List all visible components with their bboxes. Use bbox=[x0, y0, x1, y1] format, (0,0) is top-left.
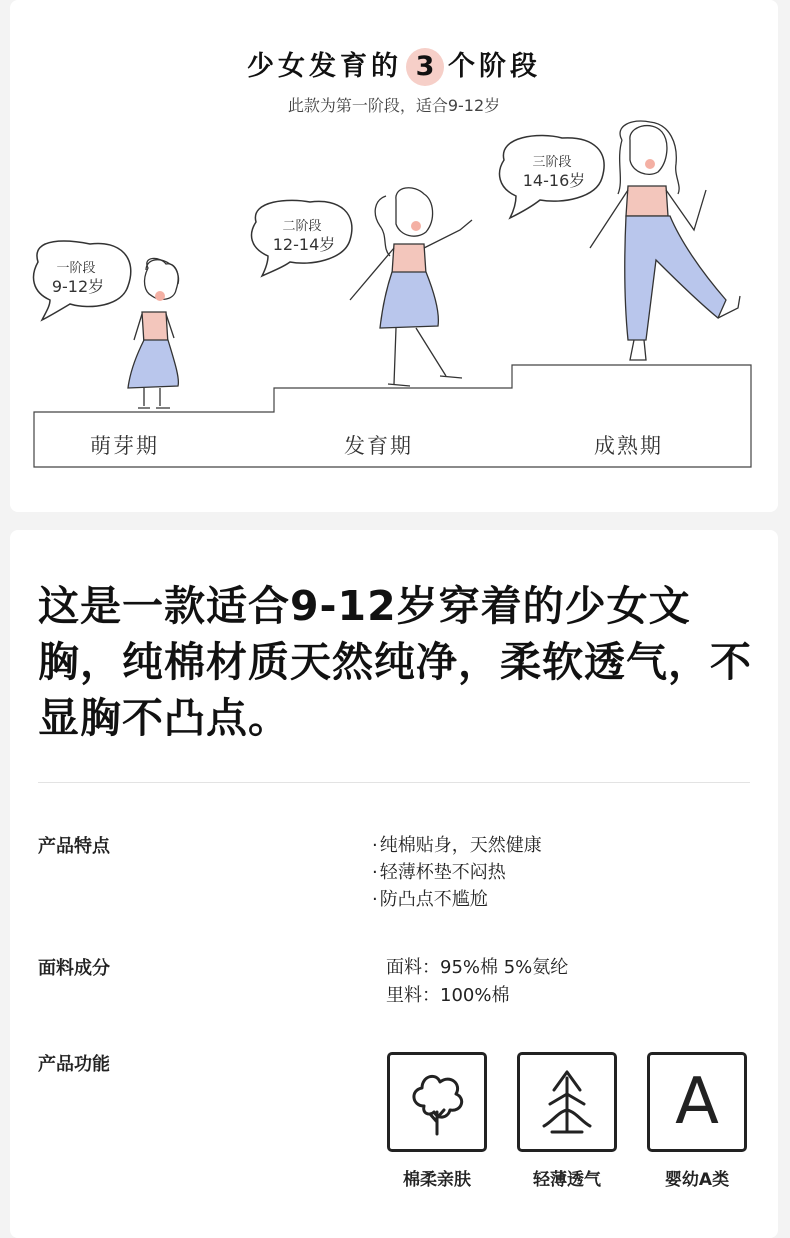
bubble-3-age: 14-16岁 bbox=[522, 171, 586, 190]
girl-stage-1-figure bbox=[128, 258, 179, 408]
title-number-badge: 3 bbox=[406, 48, 444, 86]
features-label: 产品特点 bbox=[38, 836, 110, 857]
letter-a-icon bbox=[647, 1052, 747, 1152]
divider bbox=[38, 782, 750, 783]
product-info-card bbox=[10, 530, 778, 1238]
speech-bubble-3 bbox=[500, 136, 605, 218]
stage-label-2: 发育期 bbox=[344, 434, 413, 458]
bubble-2-stage: 二阶段 bbox=[282, 219, 322, 234]
features-list bbox=[372, 832, 542, 913]
girl-stage-2-figure bbox=[350, 188, 472, 386]
function-label: 轻薄透气 bbox=[533, 1170, 601, 1190]
bubble-3-stage: 三阶段 bbox=[532, 155, 572, 170]
function-light bbox=[514, 1052, 620, 1190]
stages-subtitle: 此款为第一阶段，适合9-12岁 bbox=[287, 96, 501, 115]
feature-item: · 防凸点不尴尬 bbox=[372, 886, 542, 913]
girl-stage-3-figure bbox=[590, 121, 740, 360]
function-label: 婴幼A类 bbox=[664, 1170, 730, 1190]
functions-label: 产品功能 bbox=[38, 1054, 110, 1075]
feather-icon bbox=[517, 1052, 617, 1152]
function-label: 棉柔亲肤 bbox=[403, 1170, 471, 1190]
stages-card bbox=[10, 0, 778, 512]
stage-label-1: 萌芽期 bbox=[90, 434, 159, 458]
fabric-label: 面料成分 bbox=[38, 958, 110, 979]
stage-label-3: 成熟期 bbox=[594, 434, 663, 458]
fabric-list bbox=[386, 954, 568, 1010]
speech-bubble-2 bbox=[252, 200, 352, 276]
feature-item: · 轻薄杯垫不闷热 bbox=[372, 859, 542, 886]
title-text-pre: 少女发育的 bbox=[247, 51, 402, 82]
speech-bubble-1 bbox=[34, 241, 131, 320]
fabric-lining: 里料：100%棉 bbox=[386, 985, 510, 1006]
bubble-1-stage: 一阶段 bbox=[56, 261, 96, 276]
feature-item: · 纯棉贴身，天然健康 bbox=[372, 832, 542, 859]
title-text-post: 个阶段 bbox=[448, 51, 541, 82]
cotton-tree-icon bbox=[387, 1052, 487, 1152]
function-soft bbox=[384, 1052, 490, 1190]
function-grade-a bbox=[644, 1052, 750, 1190]
bubble-1-age: 9-12岁 bbox=[51, 277, 105, 296]
product-headline: 这是一款适合9-12岁穿着的少女文胸，纯棉材质天然纯净，柔软透气，不显胸不凸点。 bbox=[38, 582, 752, 742]
bubble-2-age: 12-14岁 bbox=[272, 235, 336, 254]
fabric-outer: 面料：95%棉 5%氨纶 bbox=[386, 957, 569, 978]
letter-a-glyph: A bbox=[675, 1065, 719, 1139]
